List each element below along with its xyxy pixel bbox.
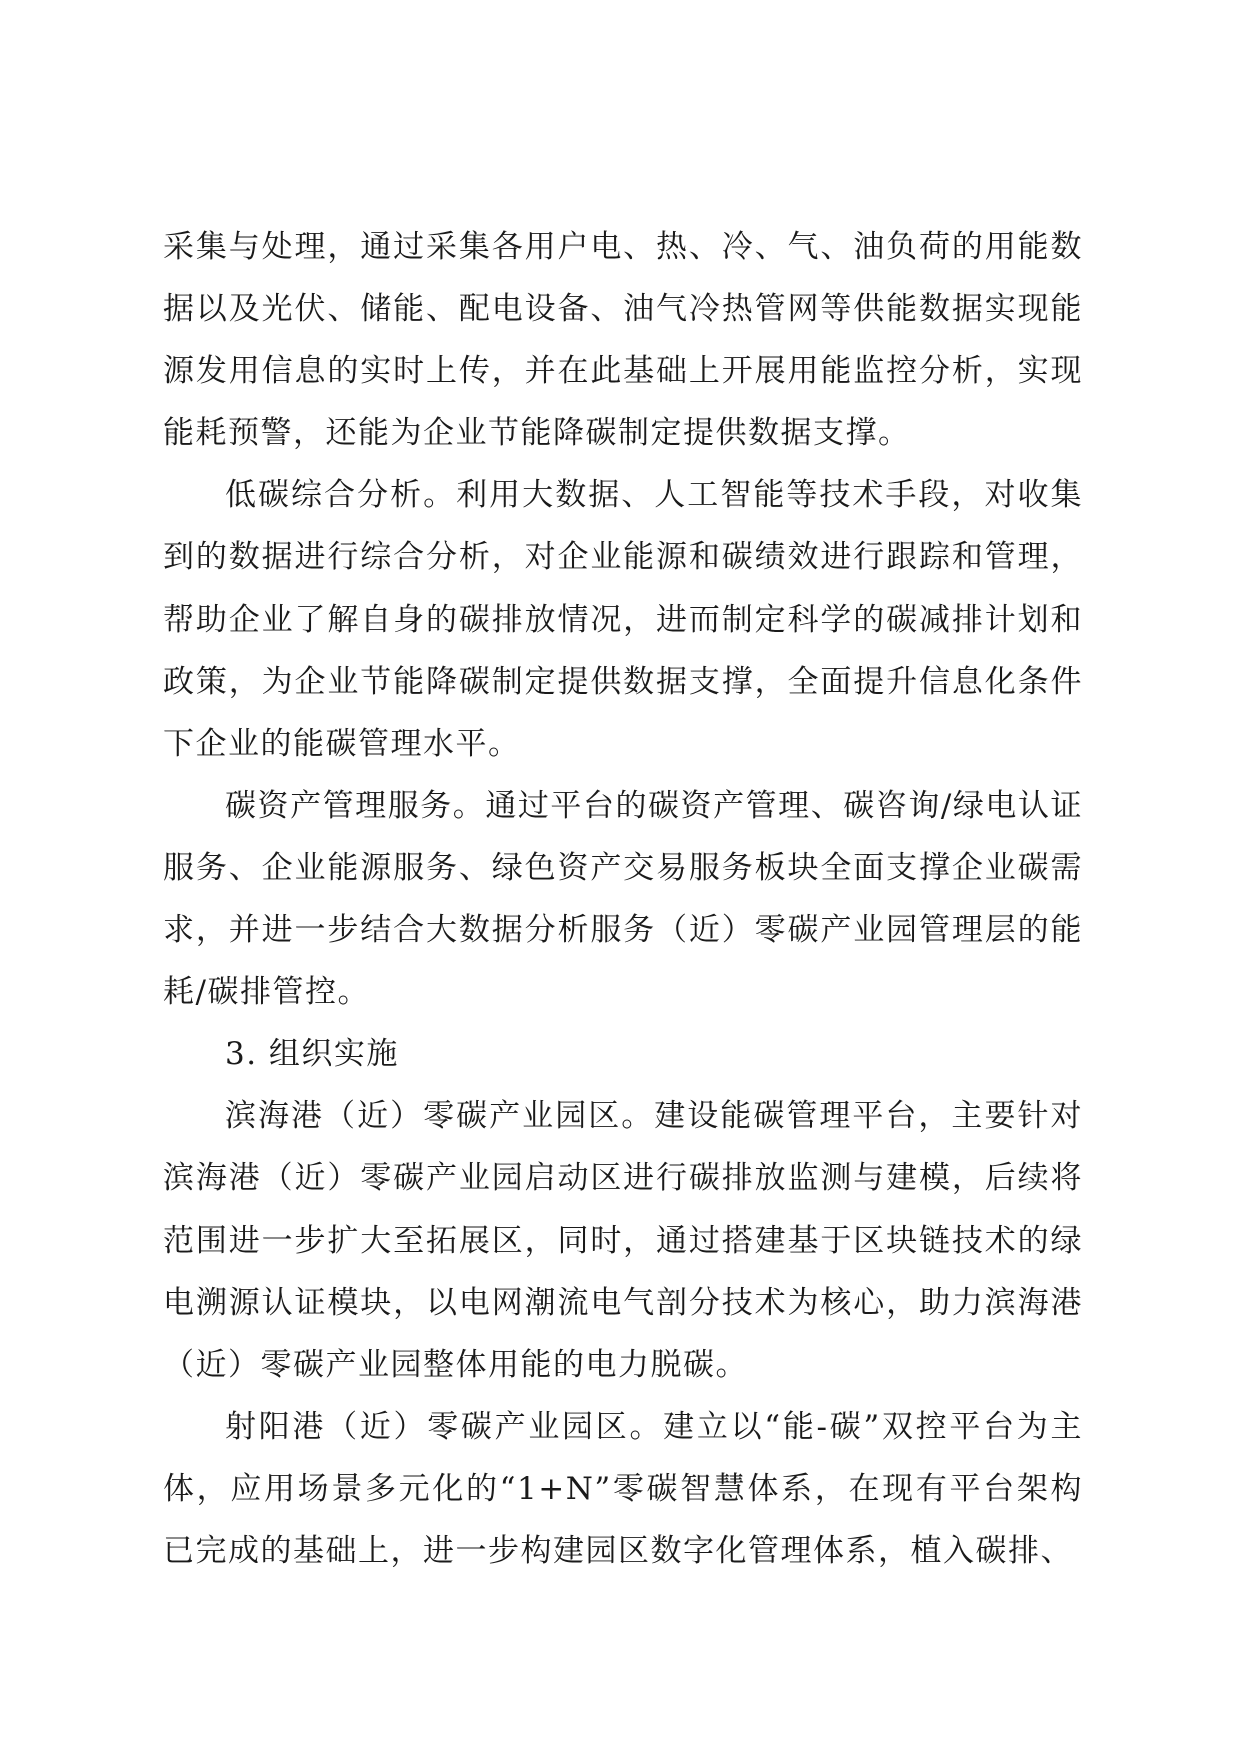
body-text <box>163 216 1083 1582</box>
paragraph-sheyang-port: 射阳港（近）零碳产业园区。建立以“能-碳”双控平台为主体，应用场景多元化的“1+N”零碳智慧体系，在现有平台架构已完成的基础上，进一步构建园区数字化管理体系，植入碳排、 <box>163 1408 1083 1569</box>
section-heading-organization: 3. 组织实施 <box>225 1036 399 1073</box>
paragraph-carbon-asset-service: 碳资产管理服务。通过平台的碳资产管理、碳咨询/绿电认证服务、企业能源服务、绿色资产交易服务板块全面支撑企业碳需求，并进一步结合大数据分析服务（近）零碳产业园管理层的能耗/碳排管控。 <box>163 787 1083 1011</box>
paragraph-low-carbon-analysis: 低碳综合分析。利用大数据、人工智能等技术手段，对收集到的数据进行综合分析，对企业能源和碳绩效进行跟踪和管理，帮助企业了解自身的碳排放情况，进而制定科学的碳减排计划和政策，为企业节能降碳制定提供数据支撑，全面提升信息化条件下企业的能碳管理水平。 <box>163 477 1083 762</box>
paragraph-binhai-port: 滨海港（近）零碳产业园区。建设能碳管理平台，主要针对滨海港（近）零碳产业园启动区进行碳排放监测与建模，后续将范围进一步扩大至拓展区，同时，通过搭建基于区块链技术的绿电溯源认证模块，以电网潮流电气剖分技术为核心，助力滨海港（近）零碳产业园整体用能的电力脱碳。 <box>163 1098 1083 1383</box>
paragraph-data-collection: 采集与处理，通过采集各用户电、热、冷、气、油负荷的用能数据以及光伏、储能、配电设备、油气冷热管网等供能数据实现能源发用信息的实时上传，并在此基础上开展用能监控分析，实现能耗预警，还能为企业节能降碳制定提供数据支撑。 <box>163 229 1083 452</box>
